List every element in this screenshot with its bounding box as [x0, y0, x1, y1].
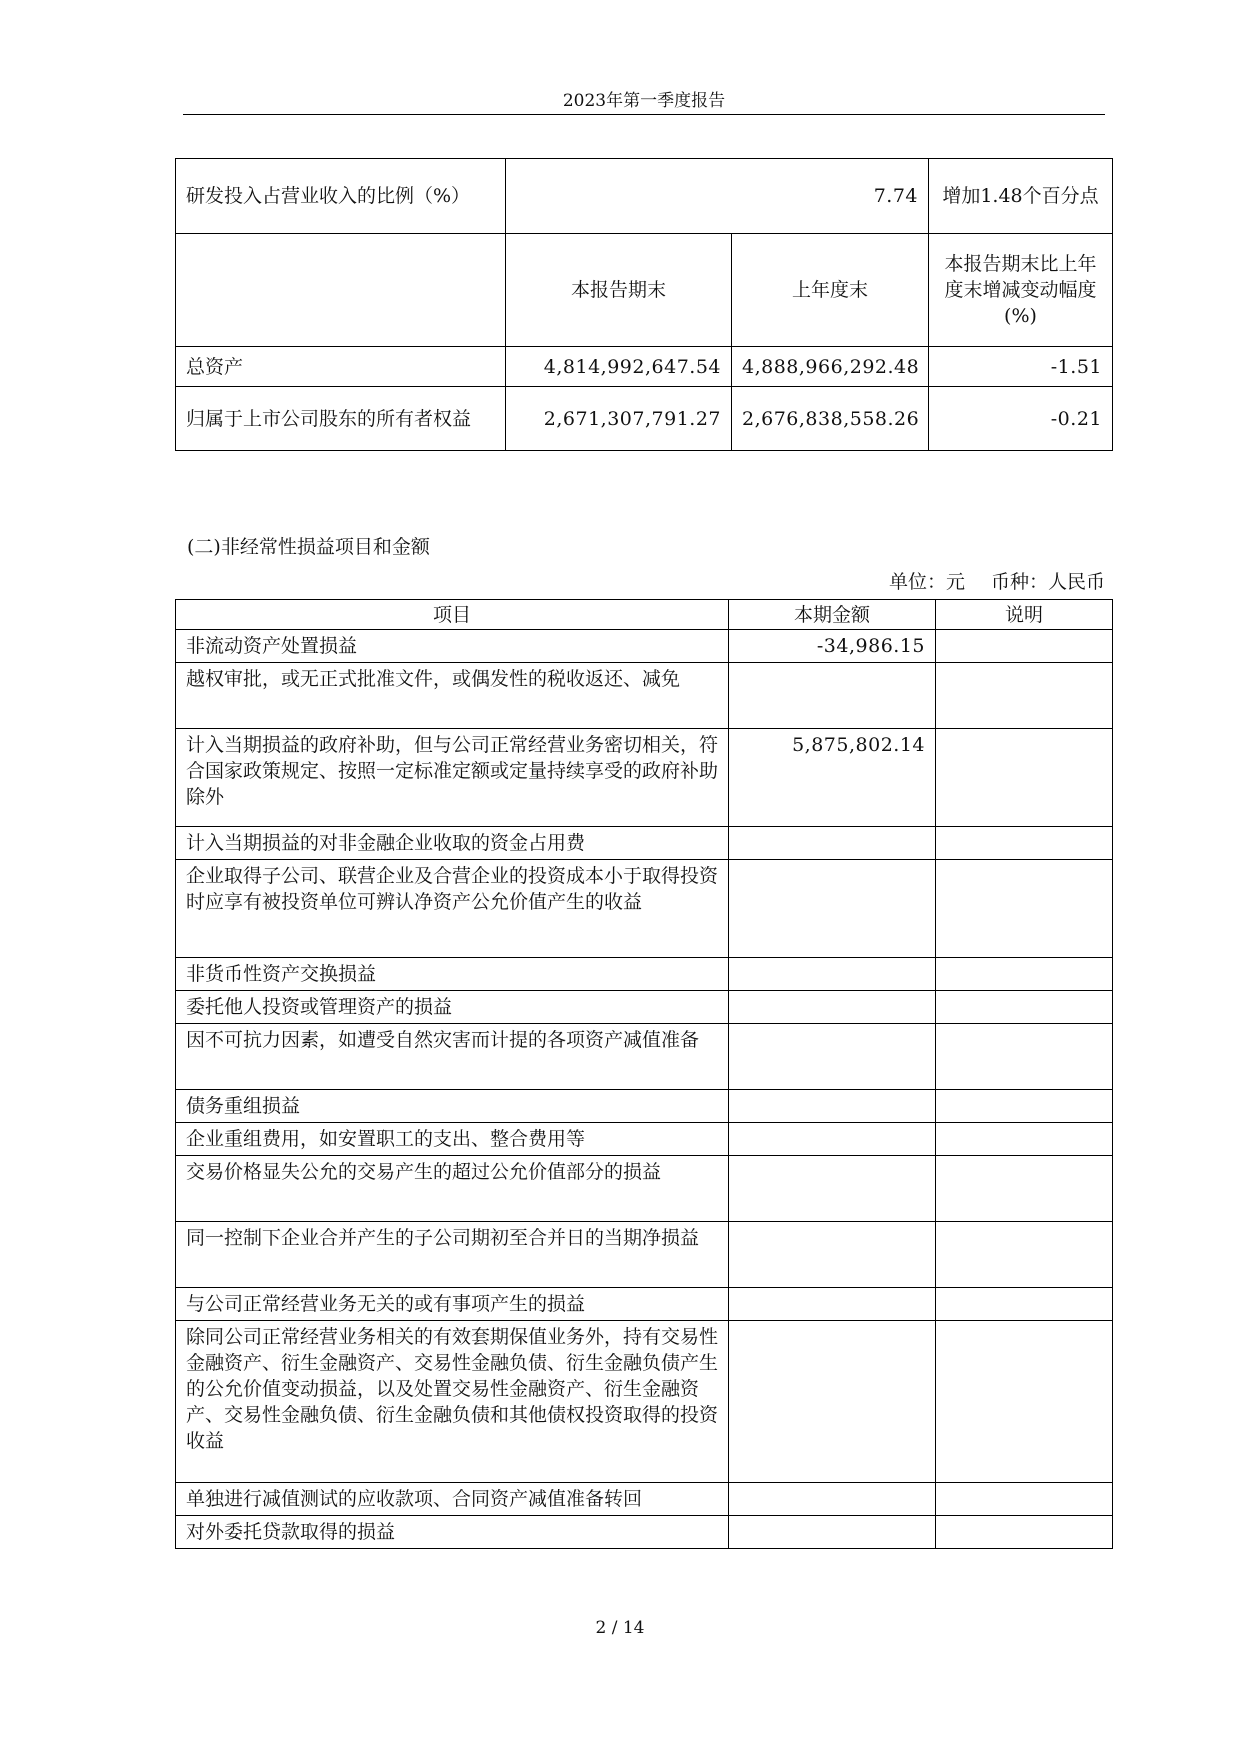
prior-value: 2,676,838,558.26: [732, 387, 929, 451]
amount-value: [729, 663, 936, 729]
note-value: [936, 1222, 1113, 1288]
table-row: [176, 159, 1113, 234]
item-label: 单独进行减值测试的应收款项、合同资产减值准备转回: [176, 1483, 729, 1516]
table-row: [176, 1222, 1113, 1288]
item-label: 与公司正常经营业务无关的或有事项产生的损益: [176, 1288, 729, 1321]
item-label: 交易价格显失公允的交易产生的超过公允价值部分的损益: [176, 1156, 729, 1222]
nonrecurring-items-table: [175, 599, 1113, 1549]
table-row: [176, 347, 1113, 387]
row-label: 总资产: [176, 347, 506, 387]
column-header-prior: 上年度末: [732, 234, 929, 347]
column-header-note: 说明: [936, 600, 1113, 630]
change-value: -1.51: [929, 347, 1113, 387]
table-header-row: [176, 234, 1113, 347]
item-label: 越权审批，或无正式批准文件，或偶发性的税收返还、减免: [176, 663, 729, 729]
column-header-item: 项目: [176, 600, 729, 630]
note-value: [936, 1288, 1113, 1321]
note-value: [936, 1024, 1113, 1090]
note-value: [936, 1483, 1113, 1516]
amount-value: [729, 1516, 936, 1549]
item-label: 同一控制下企业合并产生的子公司期初至合并日的当期净损益: [176, 1222, 729, 1288]
currency-label: 币种：人民币: [990, 571, 1105, 593]
note-value: [936, 1123, 1113, 1156]
table-row: [176, 729, 1113, 827]
note-value: [936, 630, 1113, 663]
amount-value: [729, 1123, 936, 1156]
amount-value: [729, 860, 936, 958]
note-value: [936, 860, 1113, 958]
note-value: [936, 1516, 1113, 1549]
note-value: [936, 958, 1113, 991]
table-row: [176, 1288, 1113, 1321]
page-header-title: 2023年第一季度报告: [562, 91, 726, 111]
item-label: 企业重组费用，如安置职工的支出、整合费用等: [176, 1123, 729, 1156]
amount-value: [729, 827, 936, 860]
unit-line: [889, 569, 1105, 595]
unit-label: 单位：元: [888, 571, 965, 593]
note-value: [936, 1321, 1113, 1483]
table-row: [176, 1024, 1113, 1090]
table-row: [176, 827, 1113, 860]
column-header-current: 本报告期末: [506, 234, 732, 347]
amount-value: [729, 958, 936, 991]
note-value: [936, 1156, 1113, 1222]
table-row: [176, 1090, 1113, 1123]
amount-value: [729, 1321, 936, 1483]
prior-value: 4,888,966,292.48: [732, 347, 929, 387]
table-cell-value: 7.74: [506, 159, 929, 234]
note-value: [936, 827, 1113, 860]
table-cell-empty: [176, 234, 506, 347]
item-label: 债务重组损益: [176, 1090, 729, 1123]
item-label: 委托他人投资或管理资产的损益: [176, 991, 729, 1024]
table-row: [176, 387, 1113, 451]
note-value: [936, 1090, 1113, 1123]
amount-value: 5,875,802.14: [729, 729, 936, 827]
item-label: 非货币性资产交换损益: [176, 958, 729, 991]
column-header-change: 本报告期末比上年度末增减变动幅度(%): [929, 234, 1113, 347]
note-value: [936, 663, 1113, 729]
note-value: [936, 991, 1113, 1024]
header-rule: [183, 114, 1105, 115]
item-label: 计入当期损益的对非金融企业收取的资金占用费: [176, 827, 729, 860]
table-row: [176, 958, 1113, 991]
item-label: 企业取得子公司、联营企业及合营企业的投资成本小于取得投资时应享有被投资单位可辨认净资产公允价值产生的收益: [176, 860, 729, 958]
amount-value: [729, 1483, 936, 1516]
item-label: 计入当期损益的政府补助，但与公司正常经营业务密切相关，符合国家政策规定、按照一定标准定额或定量持续享受的政府补助除外: [176, 729, 729, 827]
table-row: [176, 860, 1113, 958]
table-row: [176, 630, 1113, 663]
amount-value: [729, 1024, 936, 1090]
table-row: [176, 1321, 1113, 1483]
section-title: (二)非经常性损益项目和金额: [187, 536, 430, 558]
change-value: -0.21: [929, 387, 1113, 451]
amount-value: [729, 1156, 936, 1222]
column-header-amount: 本期金额: [729, 600, 936, 630]
row-label: 归属于上市公司股东的所有者权益: [176, 387, 506, 451]
item-label: 非流动资产处置损益: [176, 630, 729, 663]
amount-value: [729, 991, 936, 1024]
amount-value: [729, 1090, 936, 1123]
table-cell-change: 增加1.48个百分点: [929, 159, 1113, 234]
table-row: [176, 1516, 1113, 1549]
table-row: [176, 991, 1113, 1024]
table-row: [176, 1123, 1113, 1156]
amount-value: [729, 1222, 936, 1288]
current-value: 4,814,992,647.54: [506, 347, 732, 387]
note-value: [936, 729, 1113, 827]
table-row: [176, 1156, 1113, 1222]
item-label: 因不可抗力因素，如遭受自然灾害而计提的各项资产减值准备: [176, 1024, 729, 1090]
item-label: 对外委托贷款取得的损益: [176, 1516, 729, 1549]
current-value: 2,671,307,791.27: [506, 387, 732, 451]
financial-summary-table: [175, 158, 1113, 451]
page-number: 2 / 14: [595, 1618, 645, 1638]
amount-value: [729, 1288, 936, 1321]
amount-value: -34,986.15: [729, 630, 936, 663]
table-row: [176, 1483, 1113, 1516]
table-row: [176, 663, 1113, 729]
item-label: 除同公司正常经营业务相关的有效套期保值业务外，持有交易性金融资产、衍生金融资产、交易性金融负债、衍生金融负债产生的公允价值变动损益，以及处置交易性金融资产、衍生金融资产、交易性金融负债、衍生金融负债和其他债权投资取得的投资收益: [176, 1321, 729, 1483]
table-cell-label: 研发投入占营业收入的比例（%）: [176, 159, 506, 234]
table-header-row: [176, 600, 1113, 630]
